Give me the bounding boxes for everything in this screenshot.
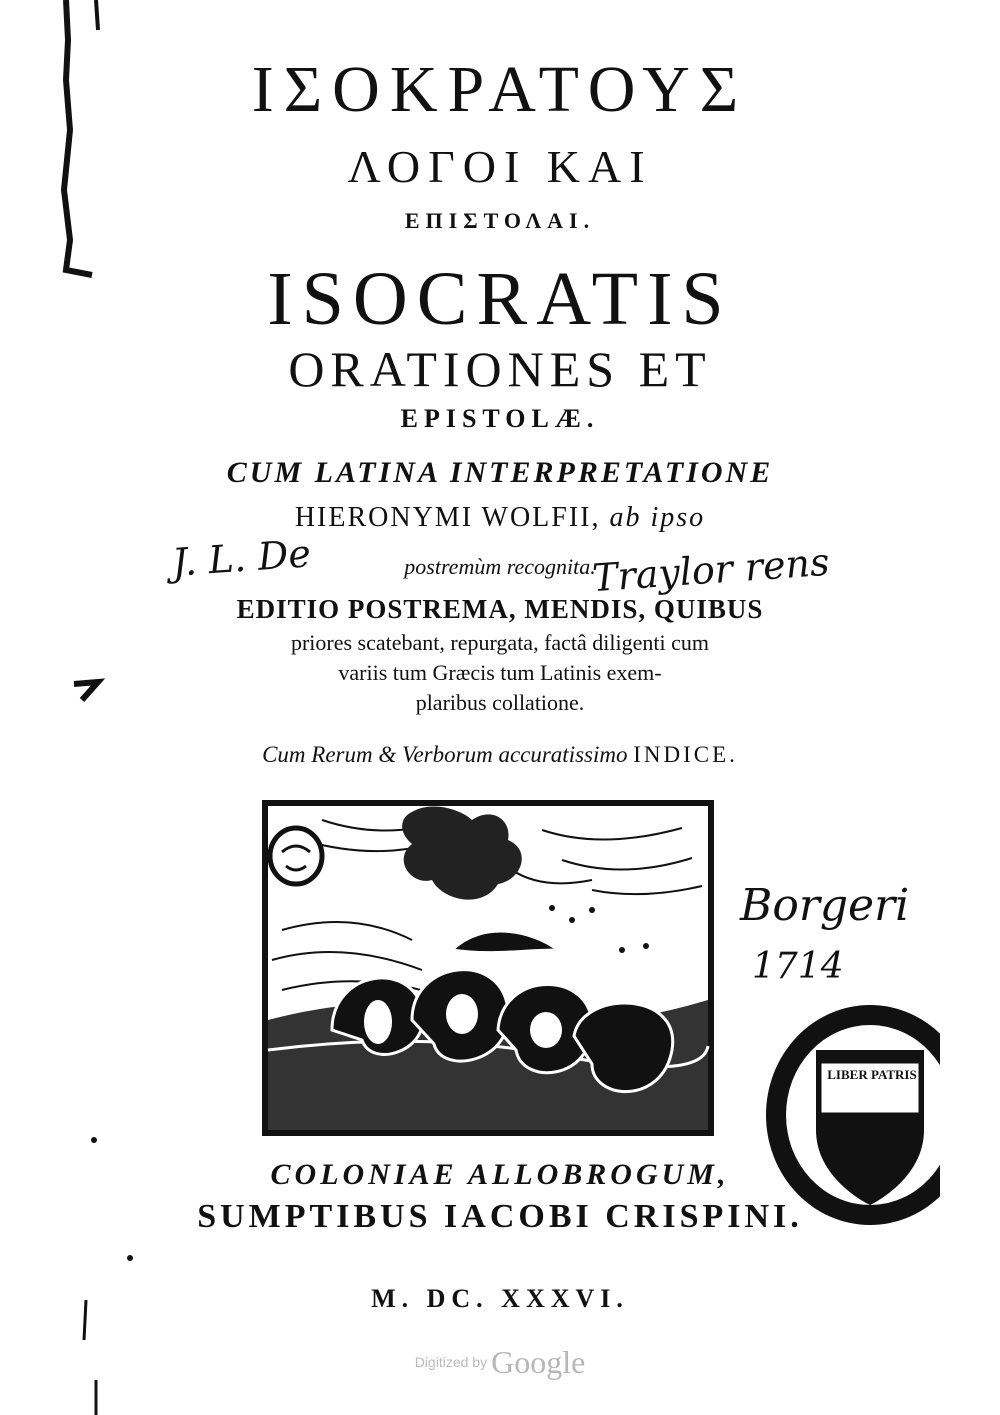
index-line <box>0 742 1000 768</box>
greek-title-line-1: ΙΣΟΚΡΑΤΟΥΣ <box>251 53 749 126</box>
index-caps: INDICE. <box>633 742 738 767</box>
interpretation-italic: ab ipso <box>609 502 706 533</box>
handwritten-signature-right: Traylor rens <box>590 539 831 601</box>
index-italic: Cum Rerum & Verborum accuratissimo <box>262 742 628 767</box>
greek-title-line-2: ΛΟΓΟΙ ΚΑΙ <box>347 141 653 192</box>
margin-handwritten-name: Borgeri <box>740 880 910 931</box>
interpretation-line-2 <box>0 502 1000 534</box>
edition-line-3: variis tum Græcis tum Latinis exem- <box>338 660 662 685</box>
handwritten-signature-left: J. L. De <box>170 531 313 585</box>
latin-title-line-2: ORATIONES ET <box>288 341 712 397</box>
translator-name: HIERONYMI WOLFII, <box>294 502 601 533</box>
interpretation-line-3: postremùm recognita. <box>404 554 596 579</box>
interpretation-line-1: CUM LATINA INTERPRETATIONE <box>226 456 774 489</box>
edition-line-1: EDITIO POSTREMA, MENDIS, QUIBUS <box>236 594 764 624</box>
imprint-year: M. DC. XXXVI. <box>371 1284 629 1313</box>
digitized-footer <box>0 1344 1000 1381</box>
margin-handwritten-mark: 1714 <box>752 946 844 987</box>
imprint-line-1: COLONIAE ALLOBROGUM, <box>270 1158 730 1191</box>
imprint-line-2: SUMPTIBUS IACOBI CRISPINI. <box>197 1198 803 1235</box>
woodcut-serpent-icon <box>262 800 714 1136</box>
latin-title-line-1: ISOCRATIS <box>267 257 733 341</box>
google-wordmark: Google <box>491 1344 586 1380</box>
digitized-by-label: Digitized by <box>414 1354 488 1370</box>
latin-title-line-3: EPISTOLÆ. <box>400 404 600 433</box>
edition-line-2: priores scatebant, repurgata, factâ diligenti cum <box>290 630 710 655</box>
greek-title-line-3: ΕΠΙΣΤΟΛΑΙ. <box>404 208 596 233</box>
edition-line-4: plaribus collatione. <box>415 690 585 715</box>
stamp-banner-text: LIBER PATRIS <box>827 1067 917 1082</box>
library-stamp <box>760 1000 940 1230</box>
stamp-shield-icon <box>760 1000 940 1230</box>
